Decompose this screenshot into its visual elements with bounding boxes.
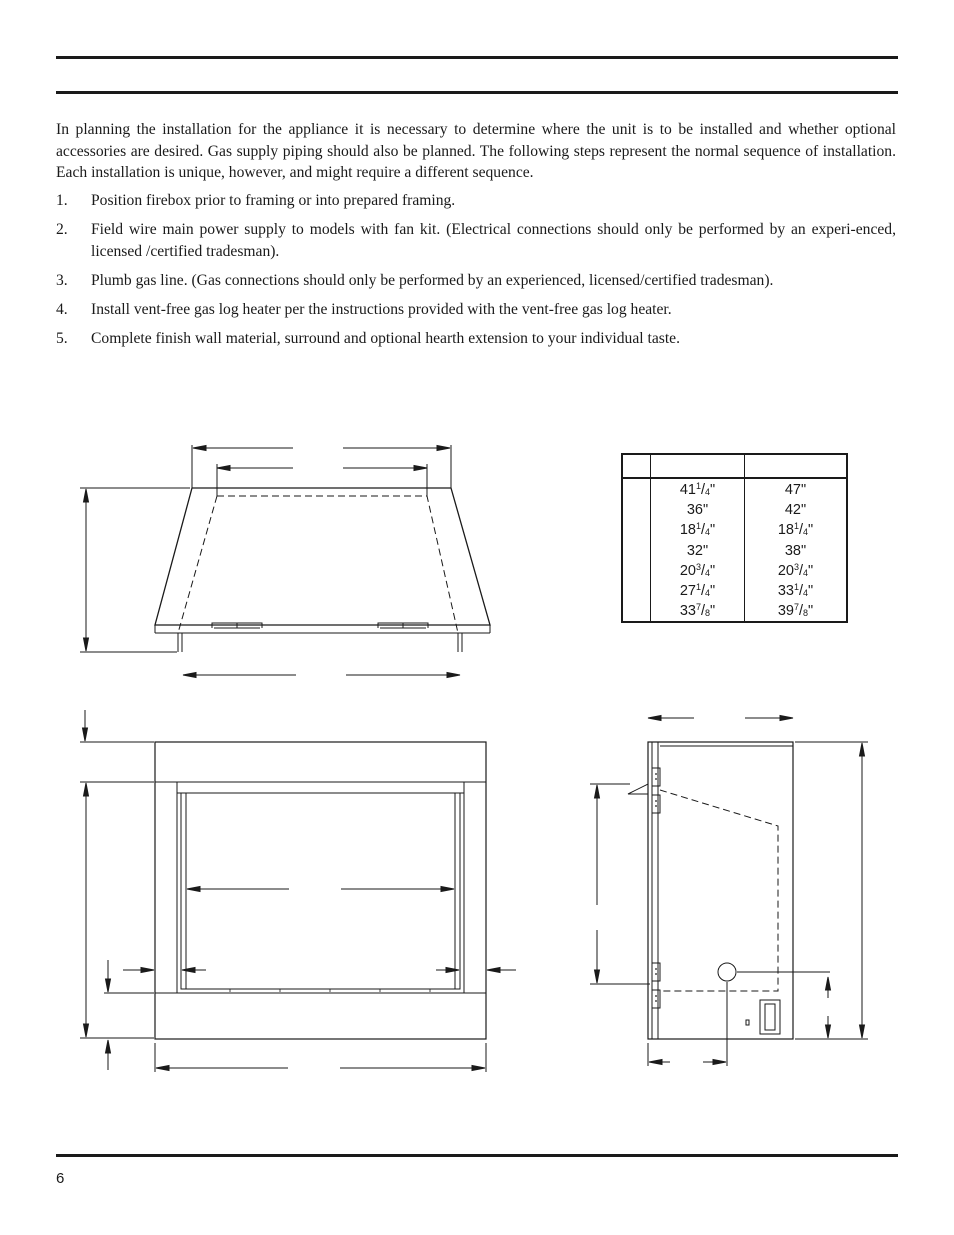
table-cell: $33^7/_8$" bbox=[679, 602, 716, 620]
dimensions-table bbox=[621, 453, 848, 623]
table-header-row bbox=[623, 455, 846, 479]
intro-paragraph: In planning the installation for the appliance it is necessary to determine where the unit is to be installed and whether optional accessories are desired. Gas supply piping should also be planned. The following steps represent the normal sequence of installation. Each installation is unique, however, and might require a different sequence. bbox=[56, 121, 896, 181]
table-cell: $39^7/_8$" bbox=[777, 602, 814, 620]
table-column-1 bbox=[651, 480, 744, 621]
step-item: 4. Install vent-free gas log heater per the instructions provided with the vent-free gas log heater. bbox=[56, 300, 672, 318]
table-cell: $20^3/_4$" bbox=[679, 561, 716, 579]
page-number: 6 bbox=[56, 1170, 65, 1187]
table-cell: 32" bbox=[686, 542, 709, 559]
table-cell: 38" bbox=[784, 542, 807, 559]
table-cell: 47" bbox=[784, 482, 807, 498]
step-item: 1. Position firebox prior to framing or into prepared framing. bbox=[56, 192, 456, 209]
table-column-2 bbox=[745, 480, 846, 621]
step-item: 3. Plumb gas line. (Gas connections should only be performed by an experienced, licensed/certified tradesman). bbox=[56, 271, 774, 289]
table-cell: $41^1/_4$" bbox=[679, 481, 716, 498]
table-cell: 42" bbox=[784, 502, 807, 519]
table-cell: $27^1/_4$" bbox=[679, 581, 716, 599]
table-cell: $18^1/_4$" bbox=[777, 521, 814, 539]
table-cell: $18^1/_4$" bbox=[679, 521, 716, 539]
table-cell: $20^3/_4$" bbox=[777, 561, 814, 579]
step-item: 2. Field wire main power supply to models with fan kit. (Electrical connections should only be performed by an experi-enced, licensed /certified tradesman). bbox=[56, 221, 896, 260]
step-item: 5. Complete finish wall material, surround and optional hearth extension to your individual taste. bbox=[56, 329, 680, 347]
footer-rule bbox=[56, 1154, 898, 1157]
table-cell: 36" bbox=[686, 502, 709, 519]
table-cell: $33^1/_4$" bbox=[777, 581, 814, 599]
